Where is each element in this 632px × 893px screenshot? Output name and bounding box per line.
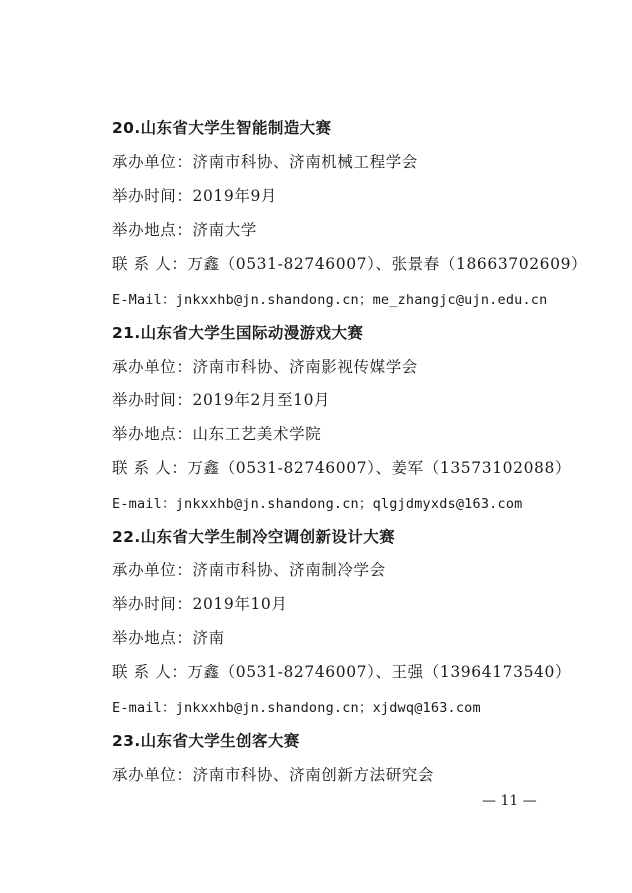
section-20-host: 承办单位：济南市科协、济南机械工程学会 bbox=[112, 153, 418, 171]
section-21-title: 21.山东省大学生国际动漫游戏大赛 bbox=[112, 324, 364, 342]
section-22-email: E-mail：jnkxxhb@jn.shandong.cn；xjdwq@163.com bbox=[112, 700, 481, 716]
section-20-time: 举办时间：2019年9月 bbox=[112, 187, 278, 205]
section-22-place: 举办地点：济南 bbox=[112, 629, 225, 647]
section-21-place: 举办地点：山东工艺美术学院 bbox=[112, 425, 322, 443]
section-22-host: 承办单位：济南市科协、济南制冷学会 bbox=[112, 561, 386, 579]
section-22-time: 举办时间：2019年10月 bbox=[112, 595, 288, 613]
section-20-contact: 联 系 人：万鑫（0531-82746007）、张景春（18663702609） bbox=[112, 255, 588, 273]
section-23-title: 23.山东省大学生创客大赛 bbox=[112, 732, 300, 750]
section-20-email: E-Mail：jnkxxhb@jn.shandong.cn；me_zhangjc@ujn.edu.cn bbox=[112, 292, 548, 308]
section-21-email: E-mail：jnkxxhb@jn.shandong.cn；qlgjdmyxds@163.com bbox=[112, 496, 523, 512]
section-21-host: 承办单位：济南市科协、济南影视传媒学会 bbox=[112, 358, 418, 376]
page-number: — 11 — bbox=[482, 793, 537, 809]
section-21-time: 举办时间：2019年2月至10月 bbox=[112, 391, 331, 409]
section-20-title: 20.山东省大学生智能制造大赛 bbox=[112, 119, 332, 137]
section-21-contact: 联 系 人：万鑫（0531-82746007）、姜军（13573102088） bbox=[112, 459, 572, 477]
section-22-title: 22.山东省大学生制冷空调创新设计大赛 bbox=[112, 528, 396, 546]
section-23-host: 承办单位：济南市科协、济南创新方法研究会 bbox=[112, 766, 435, 784]
section-22-contact: 联 系 人：万鑫（0531-82746007）、王强（13964173540） bbox=[112, 663, 572, 681]
section-20-place: 举办地点：济南大学 bbox=[112, 221, 257, 239]
